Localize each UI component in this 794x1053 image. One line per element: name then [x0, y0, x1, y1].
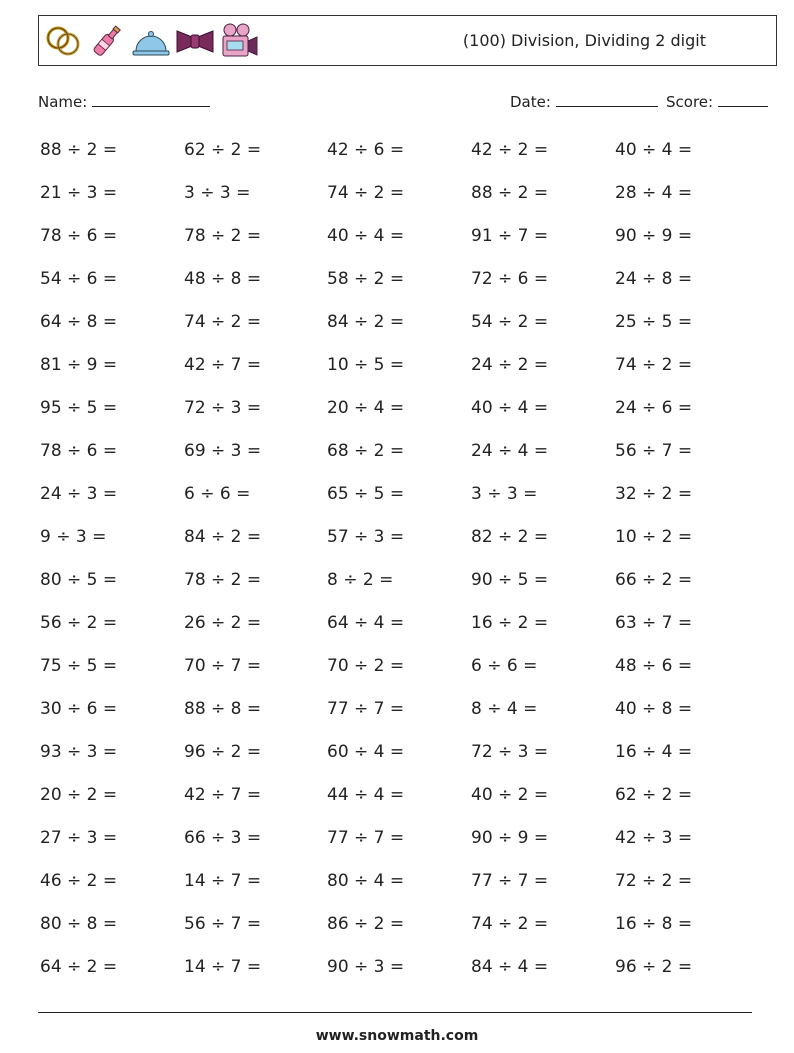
division-problem: 54 ÷ 2 =	[471, 312, 549, 332]
division-problem: 14 ÷ 7 =	[184, 871, 262, 891]
division-problem: 56 ÷ 7 =	[615, 441, 693, 461]
division-problem: 78 ÷ 2 =	[184, 226, 262, 246]
division-problem: 91 ÷ 7 =	[471, 226, 549, 246]
division-problem: 24 ÷ 6 =	[615, 398, 693, 418]
division-problem: 74 ÷ 2 =	[327, 183, 405, 203]
footer-divider	[38, 1012, 752, 1013]
division-problem: 77 ÷ 7 =	[327, 699, 405, 719]
name-label: Name:	[38, 93, 88, 111]
bow-tie-icon	[175, 21, 215, 61]
division-problem: 56 ÷ 2 =	[40, 613, 118, 633]
division-problem: 64 ÷ 2 =	[40, 957, 118, 977]
division-problem: 62 ÷ 2 =	[184, 140, 262, 160]
date-label: Date:	[510, 93, 551, 111]
date-field	[510, 92, 658, 111]
movie-camera-icon	[219, 21, 259, 61]
division-problem: 10 ÷ 2 =	[615, 527, 693, 547]
division-problem: 66 ÷ 2 =	[615, 570, 693, 590]
division-problem: 6 ÷ 6 =	[184, 484, 251, 504]
division-problem: 56 ÷ 7 =	[184, 914, 262, 934]
division-problem: 70 ÷ 7 =	[184, 656, 262, 676]
division-problem: 74 ÷ 2 =	[471, 914, 549, 934]
division-problem: 65 ÷ 5 =	[327, 484, 405, 504]
division-problem: 42 ÷ 2 =	[471, 140, 549, 160]
division-problem: 84 ÷ 2 =	[184, 527, 262, 547]
division-problem: 27 ÷ 3 =	[40, 828, 118, 848]
division-problem: 9 ÷ 3 =	[40, 527, 107, 547]
header-icons	[43, 21, 259, 61]
champagne-bottle-icon	[87, 21, 127, 61]
division-problem: 90 ÷ 3 =	[327, 957, 405, 977]
division-problem: 25 ÷ 5 =	[615, 312, 693, 332]
division-problem: 24 ÷ 3 =	[40, 484, 118, 504]
division-problem: 69 ÷ 3 =	[184, 441, 262, 461]
division-problem: 32 ÷ 2 =	[615, 484, 693, 504]
division-problem: 78 ÷ 2 =	[184, 570, 262, 590]
division-problem: 68 ÷ 2 =	[327, 441, 405, 461]
division-problem: 40 ÷ 2 =	[471, 785, 549, 805]
division-problem: 80 ÷ 8 =	[40, 914, 118, 934]
division-problem: 88 ÷ 2 =	[40, 140, 118, 160]
division-problem: 82 ÷ 2 =	[471, 527, 549, 547]
footer-url: www.snowmath.com	[315, 1028, 479, 1044]
division-problem: 84 ÷ 2 =	[327, 312, 405, 332]
score-label: Score:	[666, 93, 714, 111]
division-problem: 88 ÷ 2 =	[471, 183, 549, 203]
division-problem: 58 ÷ 2 =	[327, 269, 405, 289]
division-problem: 42 ÷ 6 =	[327, 140, 405, 160]
rings-icon	[43, 21, 83, 61]
division-problem: 26 ÷ 2 =	[184, 613, 262, 633]
score-field	[666, 92, 768, 111]
serving-cloche-icon	[131, 21, 171, 61]
division-problem: 80 ÷ 5 =	[40, 570, 118, 590]
division-problem: 62 ÷ 2 =	[615, 785, 693, 805]
division-problem: 64 ÷ 8 =	[40, 312, 118, 332]
division-problem: 3 ÷ 3 =	[471, 484, 538, 504]
name-field	[38, 92, 210, 111]
division-problem: 46 ÷ 2 =	[40, 871, 118, 891]
division-problem: 16 ÷ 2 =	[471, 613, 549, 633]
division-problem: 20 ÷ 4 =	[327, 398, 405, 418]
division-problem: 77 ÷ 7 =	[327, 828, 405, 848]
division-problem: 90 ÷ 5 =	[471, 570, 549, 590]
division-problem: 70 ÷ 2 =	[327, 656, 405, 676]
division-problem: 88 ÷ 8 =	[184, 699, 262, 719]
division-problem: 40 ÷ 8 =	[615, 699, 693, 719]
division-problem: 10 ÷ 5 =	[327, 355, 405, 375]
division-problem: 16 ÷ 8 =	[615, 914, 693, 934]
division-problem: 78 ÷ 6 =	[40, 441, 118, 461]
division-problem: 72 ÷ 3 =	[184, 398, 262, 418]
name-blank[interactable]	[92, 92, 210, 107]
division-problem: 57 ÷ 3 =	[327, 527, 405, 547]
division-problem: 90 ÷ 9 =	[471, 828, 549, 848]
division-problem: 14 ÷ 7 =	[184, 957, 262, 977]
division-problem: 48 ÷ 6 =	[615, 656, 693, 676]
score-blank[interactable]	[718, 92, 768, 107]
division-problem: 75 ÷ 5 =	[40, 656, 118, 676]
division-problem: 74 ÷ 2 =	[184, 312, 262, 332]
division-problem: 74 ÷ 2 =	[615, 355, 693, 375]
division-problem: 72 ÷ 2 =	[615, 871, 693, 891]
division-problem: 48 ÷ 8 =	[184, 269, 262, 289]
division-problem: 93 ÷ 3 =	[40, 742, 118, 762]
division-problem: 28 ÷ 4 =	[615, 183, 693, 203]
division-problem: 21 ÷ 3 =	[40, 183, 118, 203]
division-problem: 6 ÷ 6 =	[471, 656, 538, 676]
division-problem: 72 ÷ 6 =	[471, 269, 549, 289]
division-problem: 20 ÷ 2 =	[40, 785, 118, 805]
division-problem: 40 ÷ 4 =	[327, 226, 405, 246]
division-problem: 81 ÷ 9 =	[40, 355, 118, 375]
division-problem: 3 ÷ 3 =	[184, 183, 251, 203]
division-problem: 63 ÷ 7 =	[615, 613, 693, 633]
division-problem: 90 ÷ 9 =	[615, 226, 693, 246]
division-problem: 30 ÷ 6 =	[40, 699, 118, 719]
division-problem: 78 ÷ 6 =	[40, 226, 118, 246]
division-problem: 60 ÷ 4 =	[327, 742, 405, 762]
division-problem: 80 ÷ 4 =	[327, 871, 405, 891]
division-problem: 72 ÷ 3 =	[471, 742, 549, 762]
division-problem: 66 ÷ 3 =	[184, 828, 262, 848]
division-problem: 42 ÷ 7 =	[184, 355, 262, 375]
worksheet-title: (100) Division, Dividing 2 digit	[462, 31, 706, 50]
division-problem: 96 ÷ 2 =	[184, 742, 262, 762]
division-problem: 16 ÷ 4 =	[615, 742, 693, 762]
division-problem: 95 ÷ 5 =	[40, 398, 118, 418]
date-blank[interactable]	[556, 92, 658, 107]
division-problem: 40 ÷ 4 =	[615, 140, 693, 160]
division-problem: 54 ÷ 6 =	[40, 269, 118, 289]
division-problem: 8 ÷ 4 =	[471, 699, 538, 719]
division-problem: 42 ÷ 7 =	[184, 785, 262, 805]
division-problem: 24 ÷ 8 =	[615, 269, 693, 289]
division-problem: 84 ÷ 4 =	[471, 957, 549, 977]
division-problem: 24 ÷ 2 =	[471, 355, 549, 375]
worksheet-header	[38, 15, 777, 66]
division-problem: 40 ÷ 4 =	[471, 398, 549, 418]
division-problem: 86 ÷ 2 =	[327, 914, 405, 934]
division-problem: 64 ÷ 4 =	[327, 613, 405, 633]
division-problem: 24 ÷ 4 =	[471, 441, 549, 461]
division-problem: 42 ÷ 3 =	[615, 828, 693, 848]
division-problem: 8 ÷ 2 =	[327, 570, 394, 590]
division-problem: 96 ÷ 2 =	[615, 957, 693, 977]
division-problem: 77 ÷ 7 =	[471, 871, 549, 891]
division-problem: 44 ÷ 4 =	[327, 785, 405, 805]
